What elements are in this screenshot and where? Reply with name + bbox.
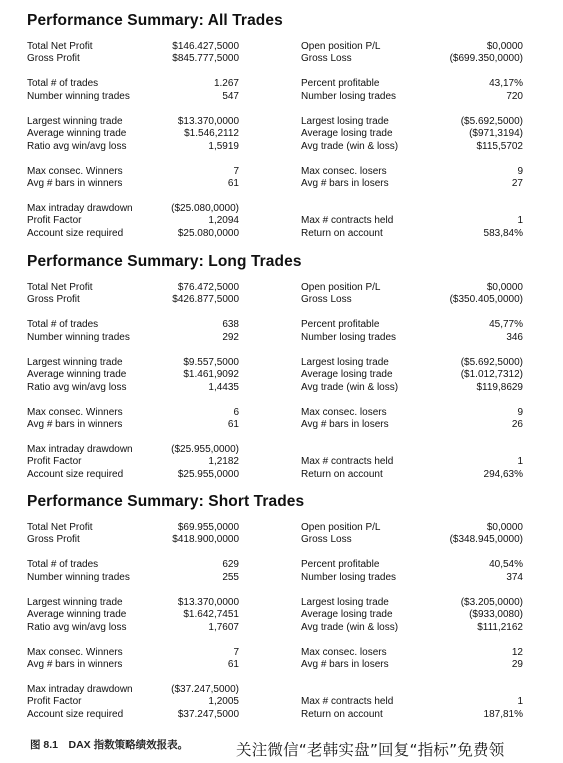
figure-caption: 图 8.1 DAX 指数策略绩效报表。 (30, 739, 189, 751)
right-stat-label: Percent profitable (301, 319, 380, 331)
stat-row (27, 141, 537, 153)
stat-row (27, 522, 537, 534)
left-stat-value: 547 (222, 90, 239, 102)
left-stat-label: Average winning trade (27, 369, 127, 381)
right-stat-value: ($350.405,0000) (449, 294, 523, 306)
left-stat-label: Max consec. Winners (27, 165, 123, 177)
left-stat-label: Account size required (27, 227, 124, 239)
left-stat-value: 1,2094 (208, 215, 239, 227)
right-stat-value: ($1.012,7312) (460, 369, 523, 381)
right-stat-label: Avg # bars in losers (301, 659, 389, 670)
stat-row (27, 597, 537, 609)
stat-row (27, 419, 537, 431)
left-stat-value: $845.777,5000 (172, 53, 239, 65)
left-stat-label: Avg # bars in winners (27, 419, 123, 430)
right-stat-label: Max consec. losers (301, 406, 387, 418)
stat-row (27, 53, 537, 65)
left-stat-label: Profit Factor (27, 696, 82, 708)
stat-row (27, 78, 537, 90)
stat-row (27, 178, 537, 190)
right-stat-value: 1 (517, 696, 523, 708)
stat-row (27, 609, 537, 621)
right-stat-value: 27 (511, 178, 523, 189)
right-stat-label: Number losing trades (301, 331, 397, 343)
right-stat-label: Average losing trade (301, 128, 393, 140)
right-stat-label: Average losing trade (301, 609, 393, 621)
right-stat-value: 1 (517, 456, 523, 468)
left-stat-label: Largest winning trade (27, 596, 123, 608)
right-stat-value: 374 (506, 571, 523, 583)
stat-row (27, 294, 537, 306)
watermark-text: 关注微信“老韩实盘”回复“指标”免费领 (236, 741, 505, 759)
right-stat-label: Max # contracts held (301, 215, 394, 227)
left-stat-value: ($25.080,0000) (171, 203, 239, 214)
right-stat-value: 294,63% (483, 468, 523, 480)
left-stat-value: 1,2005 (208, 696, 239, 708)
section-title: Performance Summary: Short Trades (27, 493, 305, 510)
right-stat-value: $0,0000 (486, 282, 523, 293)
stat-row (27, 709, 537, 721)
stat-row (27, 91, 537, 103)
left-stat-value: 1.267 (213, 78, 239, 90)
stat-row (27, 319, 537, 331)
left-stat-value: $1.546,2112 (184, 128, 239, 140)
right-stat-label: Open position P/L (301, 41, 381, 52)
left-stat-value: $69.955,0000 (177, 522, 239, 533)
right-stat-label: Open position P/L (301, 522, 381, 533)
left-stat-value: ($37.247,5000) (171, 684, 239, 695)
left-stat-label: Max consec. Winners (27, 646, 123, 658)
right-stat-value: 1 (517, 215, 523, 227)
stat-row (27, 128, 537, 140)
left-stat-value: 61 (227, 419, 239, 430)
left-stat-value: 1,2182 (208, 456, 239, 468)
right-stat-value: 40,54% (489, 559, 523, 571)
stat-row (27, 382, 537, 394)
right-stat-value: 45,77% (489, 319, 523, 331)
right-stat-label: Gross Loss (301, 534, 352, 546)
left-stat-label: Total Net Profit (27, 522, 93, 533)
left-stat-value: $37.247,5000 (177, 708, 239, 720)
right-stat-label: Percent profitable (301, 78, 380, 90)
right-stat-value: $0,0000 (486, 41, 523, 52)
right-stat-label: Gross Loss (301, 294, 352, 306)
right-stat-value: $0,0000 (486, 522, 523, 533)
left-stat-value: $418.900,0000 (172, 534, 239, 546)
right-stat-value: 9 (517, 406, 523, 418)
section-title: Performance Summary: Long Trades (27, 253, 302, 270)
stat-row (27, 407, 537, 419)
left-stat-value: 6 (233, 406, 239, 418)
right-stat-label: Max consec. losers (301, 165, 387, 177)
right-stat-label: Avg trade (win & loss) (301, 621, 399, 633)
left-stat-value: 7 (233, 165, 239, 177)
left-stat-label: Gross Profit (27, 534, 80, 546)
right-stat-value: ($5.692,5000) (460, 356, 523, 368)
right-stat-value: $111,2162 (477, 621, 523, 633)
right-stat-value: 720 (506, 90, 523, 102)
left-stat-label: Ratio avg win/avg loss (27, 621, 127, 633)
stat-row (27, 41, 537, 53)
left-stat-label: Total # of trades (27, 78, 99, 90)
left-stat-label: Total # of trades (27, 559, 99, 571)
left-stat-label: Total Net Profit (27, 41, 93, 52)
left-stat-value: 7 (233, 646, 239, 658)
left-stat-label: Max intraday drawdown (27, 684, 133, 695)
left-stat-value: $25.080,0000 (177, 227, 239, 239)
right-stat-label: Avg trade (win & loss) (301, 381, 399, 393)
right-stat-value: 9 (517, 165, 523, 177)
right-stat-label: Avg trade (win & loss) (301, 140, 399, 152)
stat-row (27, 559, 537, 571)
stat-row (27, 647, 537, 659)
right-stat-value: ($3.205,0000) (460, 596, 523, 608)
left-stat-value: 61 (227, 178, 239, 189)
right-stat-value: ($933,0080) (469, 609, 523, 621)
right-stat-label: Average losing trade (301, 369, 393, 381)
stat-row (27, 357, 537, 369)
right-stat-value: 29 (511, 659, 523, 670)
right-stat-label: Return on account (301, 468, 383, 480)
right-stat-value: $115,5702 (476, 140, 523, 152)
left-stat-label: Max intraday drawdown (27, 444, 133, 455)
right-stat-label: Max consec. losers (301, 646, 387, 658)
left-stat-label: Number winning trades (27, 331, 130, 343)
left-stat-label: Max intraday drawdown (27, 203, 133, 214)
left-stat-value: $13.370,0000 (177, 596, 239, 608)
left-stat-value: $1.642,7451 (183, 609, 239, 621)
right-stat-label: Largest losing trade (301, 596, 389, 608)
left-stat-label: Profit Factor (27, 456, 82, 468)
right-stat-value: 346 (506, 331, 523, 343)
left-stat-label: Ratio avg win/avg loss (27, 140, 127, 152)
right-stat-label: Return on account (301, 708, 383, 720)
right-stat-label: Gross Loss (301, 53, 352, 65)
left-stat-label: Gross Profit (27, 53, 80, 65)
left-stat-value: 629 (222, 559, 239, 571)
right-stat-value: ($699.350,0000) (449, 53, 523, 65)
stat-row (27, 572, 537, 584)
left-stat-label: Number winning trades (27, 90, 130, 102)
left-stat-label: Average winning trade (27, 128, 127, 140)
left-stat-label: Total Net Profit (27, 282, 93, 293)
left-stat-value: $76.472,5000 (177, 282, 239, 293)
stat-row (27, 282, 537, 294)
right-stat-label: Return on account (301, 227, 383, 239)
right-stat-label: Open position P/L (301, 282, 381, 293)
right-stat-value: ($348.945,0000) (449, 534, 523, 546)
left-stat-label: Gross Profit (27, 294, 80, 306)
left-stat-label: Avg # bars in winners (27, 659, 123, 670)
right-stat-value: ($971,3194) (469, 128, 523, 140)
stat-row (27, 369, 537, 381)
left-stat-label: Total # of trades (27, 319, 99, 331)
stat-row (27, 332, 537, 344)
left-stat-label: Number winning trades (27, 571, 130, 583)
left-stat-label: Ratio avg win/avg loss (27, 381, 127, 393)
left-stat-label: Max consec. Winners (27, 406, 123, 418)
left-stat-value: ($25.955,0000) (171, 444, 239, 455)
section-title: Performance Summary: All Trades (27, 12, 283, 29)
stat-row (27, 534, 537, 546)
stat-row (27, 659, 537, 671)
left-stat-value: $426.877,5000 (172, 294, 239, 306)
right-stat-value: 583,84% (483, 227, 523, 239)
right-stat-value: 12 (511, 646, 523, 658)
left-stat-value: $1.461,9092 (183, 369, 239, 381)
right-stat-value: 26 (511, 419, 523, 430)
left-stat-value: $13.370,0000 (177, 115, 239, 127)
left-stat-value: 255 (222, 571, 239, 583)
right-stat-label: Percent profitable (301, 559, 380, 571)
right-stat-label: Max # contracts held (301, 696, 394, 708)
stat-row (27, 696, 537, 708)
stat-row (27, 203, 537, 215)
stat-row (27, 469, 537, 481)
watermark-banner (230, 733, 563, 763)
left-stat-label: Avg # bars in winners (27, 178, 123, 189)
stat-row (27, 444, 537, 456)
stat-row (27, 116, 537, 128)
right-stat-label: Largest losing trade (301, 356, 389, 368)
stat-row (27, 228, 537, 240)
left-stat-label: Account size required (27, 468, 124, 480)
left-stat-label: Largest winning trade (27, 115, 123, 127)
right-stat-value: 187,81% (483, 708, 523, 720)
right-stat-label: Number losing trades (301, 571, 397, 583)
stat-row (27, 456, 537, 468)
right-stat-value: 43,17% (489, 78, 523, 90)
left-stat-value: 61 (227, 659, 239, 670)
left-stat-value: 1,7607 (208, 621, 239, 633)
right-stat-label: Avg # bars in losers (301, 178, 389, 189)
right-stat-label: Max # contracts held (301, 456, 394, 468)
left-stat-label: Largest winning trade (27, 356, 123, 368)
stat-row (27, 166, 537, 178)
left-stat-value: 1,4435 (208, 381, 239, 393)
stat-row (27, 215, 537, 227)
right-stat-value: ($5.692,5000) (460, 115, 523, 127)
left-stat-label: Account size required (27, 708, 124, 720)
left-stat-label: Profit Factor (27, 215, 82, 227)
left-stat-value: $146.427,5000 (172, 41, 239, 52)
left-stat-label: Average winning trade (27, 609, 127, 621)
left-stat-value: $9.557,5000 (183, 356, 239, 368)
right-stat-value: $119,8629 (476, 381, 523, 393)
left-stat-value: 638 (222, 319, 239, 331)
stat-row (27, 622, 537, 634)
left-stat-value: 1,5919 (208, 140, 239, 152)
right-stat-label: Avg # bars in losers (301, 419, 389, 430)
stat-row (27, 684, 537, 696)
right-stat-label: Number losing trades (301, 90, 397, 102)
left-stat-value: 292 (222, 331, 239, 343)
left-stat-value: $25.955,0000 (177, 468, 239, 480)
right-stat-label: Largest losing trade (301, 115, 389, 127)
